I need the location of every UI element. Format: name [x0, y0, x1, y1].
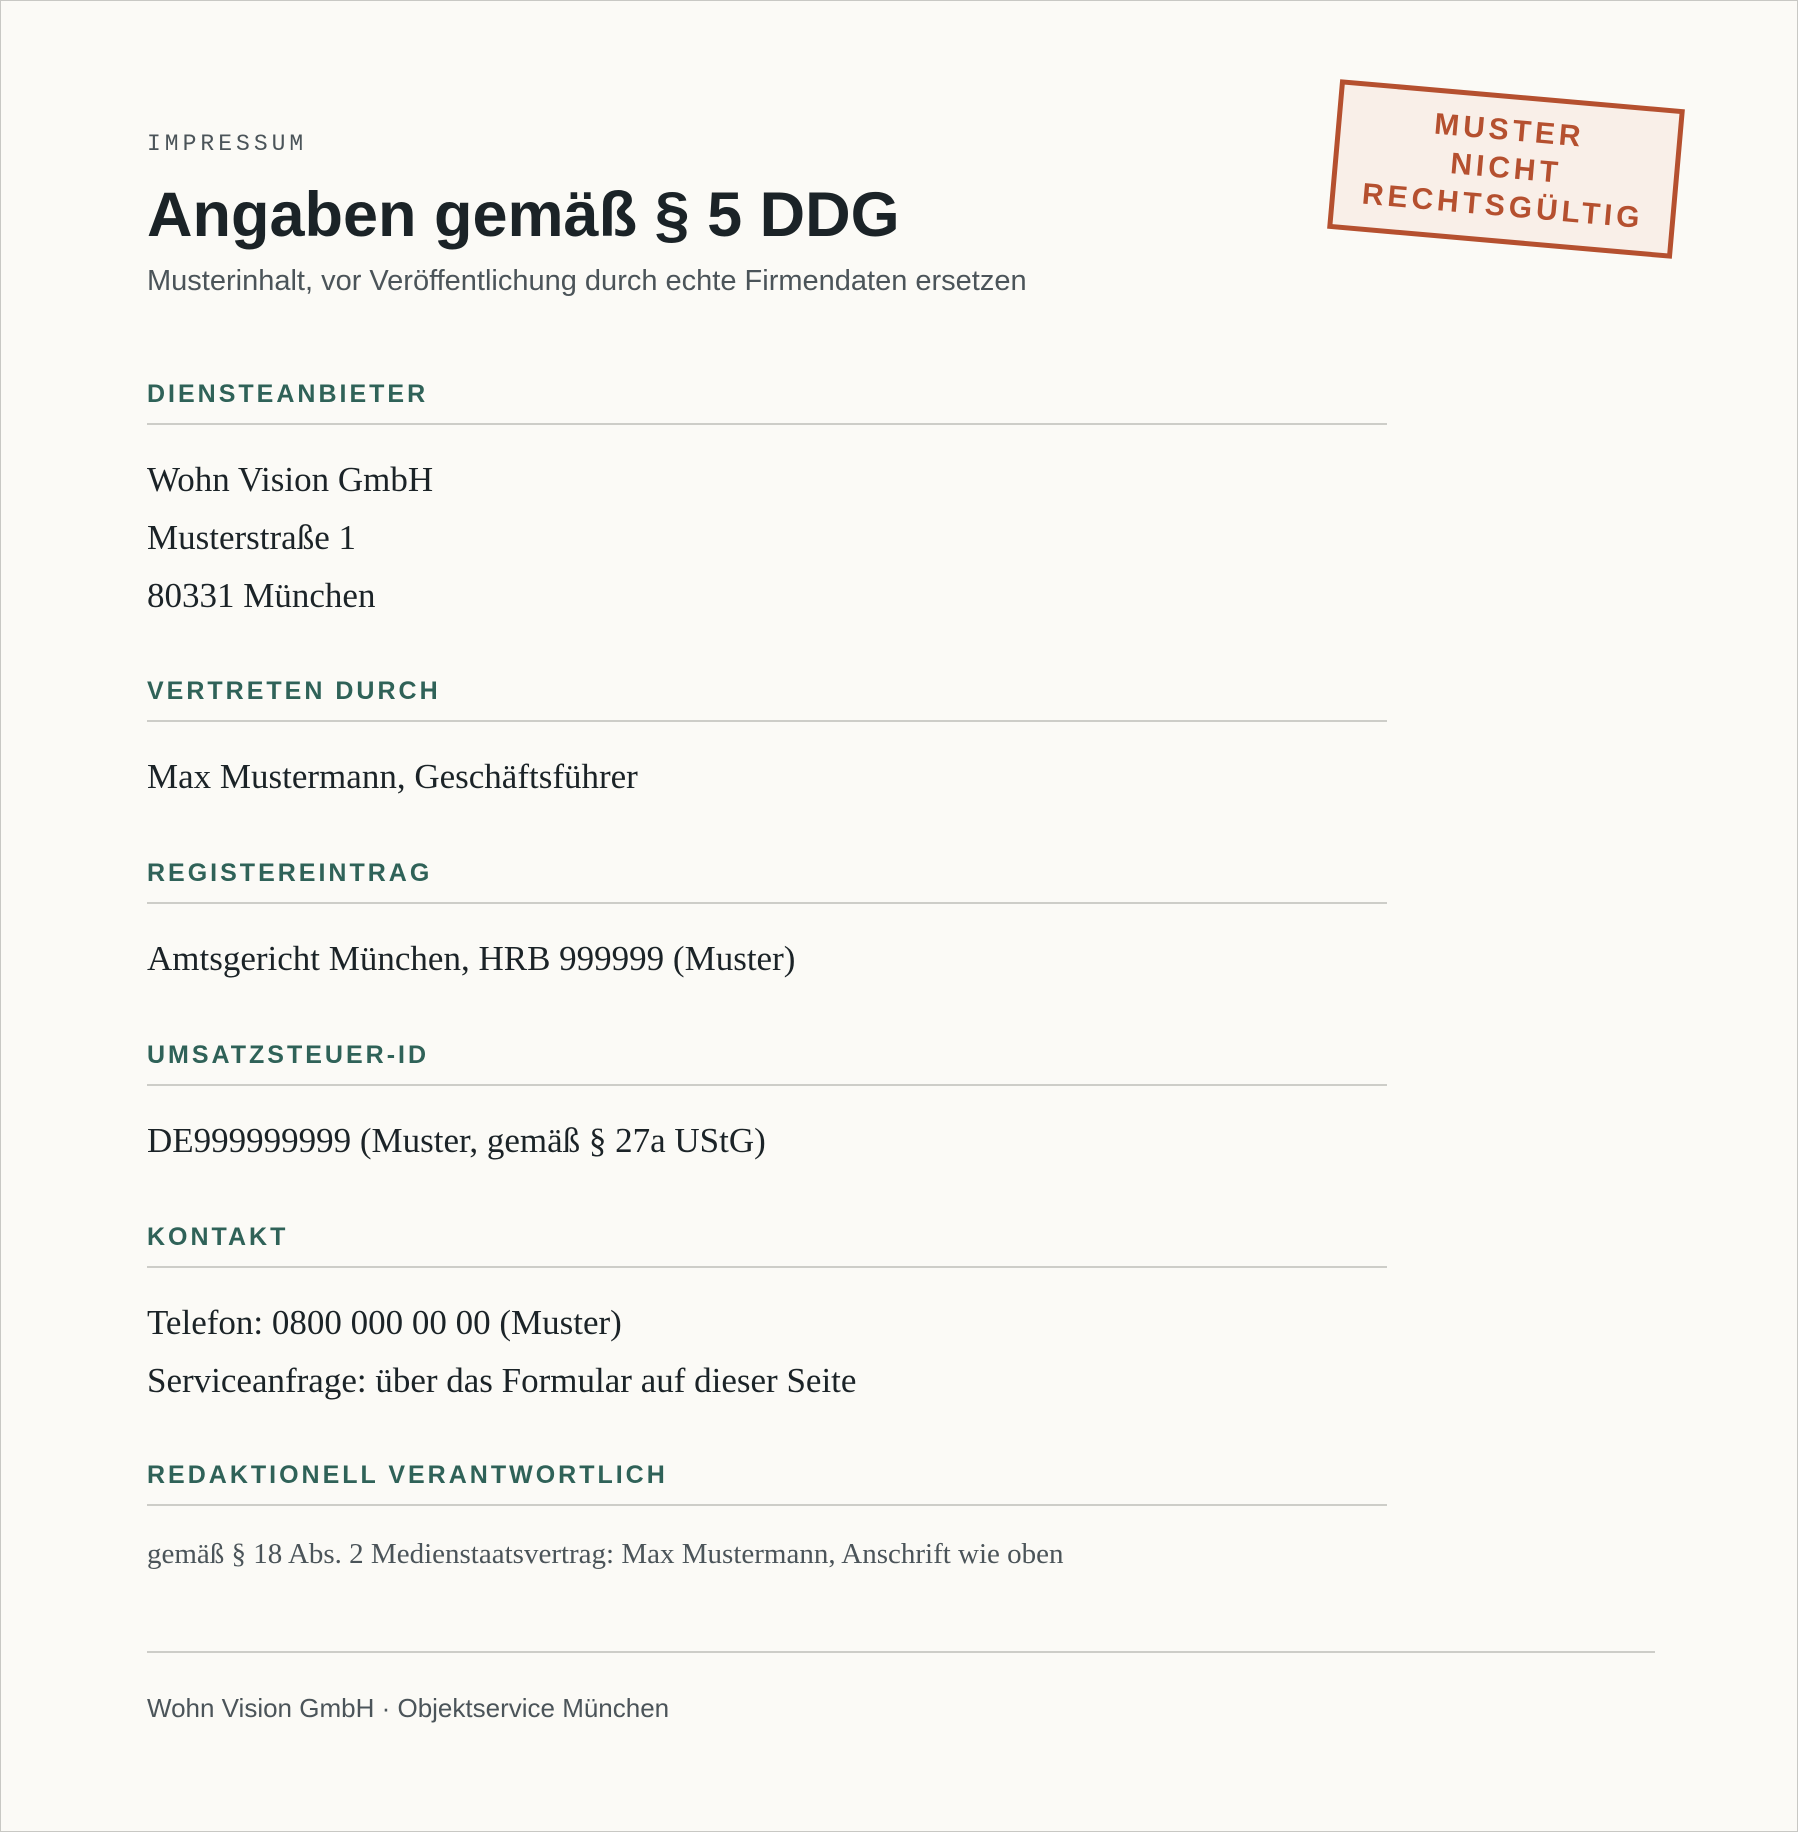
- section-kontakt: [147, 1222, 1387, 1410]
- section-body: [147, 748, 1387, 806]
- stamp-line: NICHT: [1448, 147, 1564, 190]
- section-registereintrag: [147, 858, 1387, 988]
- section-heading: REDAKTIONELL VERANTWORTLICH: [147, 1460, 1387, 1506]
- street-address: Musterstraße 1: [147, 518, 356, 557]
- vat-id: DE999999999 (Muster, gemäß § 27a UStG): [147, 1121, 766, 1160]
- section-body: [147, 1534, 1387, 1574]
- page-subtitle: Musterinhalt, vor Veröffentlichung durch echte Firmendaten ersetzen: [147, 265, 1027, 297]
- section-heading: DIENSTEANBIETER: [147, 379, 1387, 425]
- section-vertreten-durch: [147, 676, 1387, 806]
- section-diensteanbieter: [147, 379, 1387, 625]
- section-body: [147, 1112, 1387, 1170]
- stamp-line: MUSTER: [1432, 107, 1586, 154]
- page-title: Angaben gemäß § 5 DDG: [147, 180, 900, 250]
- section-heading: VERTRETEN DURCH: [147, 676, 1387, 722]
- section-redaktionell-verantwortlich: [147, 1460, 1387, 1574]
- section-body: [147, 930, 1387, 988]
- company-name: Wohn Vision GmbH: [147, 460, 434, 499]
- contact-phone: Telefon: 0800 000 00 00 (Muster): [147, 1303, 622, 1342]
- stamp-line: RECHTSGÜLTIG: [1360, 177, 1645, 236]
- sample-stamp: [1327, 79, 1685, 259]
- footer-text: Wohn Vision GmbH · Objektservice München: [147, 1693, 670, 1723]
- footer-divider: [147, 1651, 1655, 1653]
- representative: Max Mustermann, Geschäftsführer: [147, 757, 638, 796]
- page-eyebrow: IMPRESSUM: [147, 131, 308, 157]
- section-heading: REGISTEREINTRAG: [147, 858, 1387, 904]
- section-body: [147, 1294, 1387, 1410]
- postal-city: 80331 München: [147, 576, 376, 615]
- section-umsatzsteuer-id: [147, 1040, 1387, 1170]
- section-heading: UMSATZSTEUER-ID: [147, 1040, 1387, 1086]
- contact-service: Serviceanfrage: über das Formular auf dieser Seite: [147, 1361, 857, 1400]
- section-heading: KONTAKT: [147, 1222, 1387, 1268]
- editorial-responsible: gemäß § 18 Abs. 2 Medienstaatsvertrag: Max Mustermann, Anschrift wie oben: [147, 1538, 1064, 1570]
- section-body: [147, 451, 1387, 625]
- register-entry: Amtsgericht München, HRB 999999 (Muster): [147, 939, 796, 978]
